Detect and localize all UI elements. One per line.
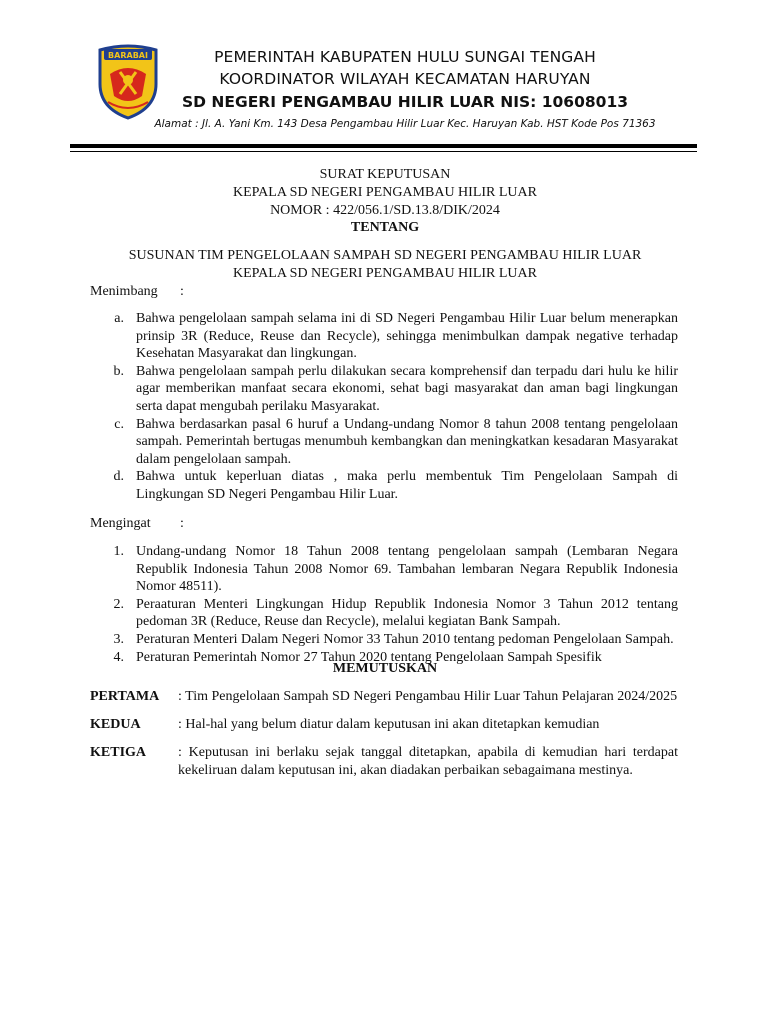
mengingat-list (90, 543, 678, 666)
letterhead-school-name: SD NEGERI PENGAMBAU HILIR LUAR NIS: 10608013 (181, 93, 629, 111)
list-text: Bahwa untuk keperluan diatas , maka perlu membentuk Tim Pengelolaan Sampah di Lingkungan SD Negeri Pengambau Hilir Luar. (136, 469, 678, 502)
list-marker: 4. (113, 649, 124, 665)
list-text: Peraturan Menteri Dalam Negeri Nomor 33 Tahun 2010 tentang pedoman Pengelolaan Sampah. (136, 631, 674, 647)
logo-text: BARABAI (108, 51, 148, 60)
list-text: Bahwa berdasarkan pasal 6 huruf a Undang-undang Nomor 8 tahun 2008 tentang pengelolaan sampah. Pemerintah bertugas menumbuh kembangkan dan meningkatkan kesadaran Masyarakat dalam pengelolaan sampah. (136, 416, 678, 467)
list-marker: a. (114, 311, 124, 326)
list-text: Peraaturan Menteri Lingkungan Hidup Republik Indonesia Nomor 3 Tahun 2012 tentang pedoman 3R (Reduce, Reuse dan Recycle), melalui kegiatan Bank Sampah. (136, 596, 678, 630)
list-item (90, 468, 678, 503)
decision-key: KETIGA (90, 745, 147, 760)
header-divider-thick (70, 144, 697, 148)
list-marker: b. (113, 363, 124, 379)
doc-number: NOMOR : 422/056.1/SD.13.8/DIK/2024 (270, 203, 500, 218)
list-marker: c. (114, 416, 124, 432)
menimbang-colon: : (180, 284, 184, 299)
decision-pertama (90, 688, 678, 706)
decision-kedua (90, 716, 678, 734)
list-item (90, 631, 678, 649)
letterhead-government: PEMERINTAH KABUPATEN HULU SUNGAI TENGAH (214, 48, 596, 66)
list-text: Undang-undang Nomor 18 Tahun 2008 tentang pengelolaan sampah (Lembaran Negara Republik Indonesia Tahun 2008 Nomor 69. Tambahan lembaran Negara Republik Indonesia Nomor 48511). (136, 544, 678, 595)
doc-subject-1: SUSUNAN TIM PENGELOLAAN SAMPAH SD NEGERI PENGAMBAU HILIR LUAR (128, 248, 642, 263)
letterhead-coordinator: KOORDINATOR WILAYAH KECAMATAN HARUYAN (219, 70, 591, 88)
mengingat-colon: : (180, 516, 184, 531)
list-item (90, 363, 678, 416)
doc-tentang: TENTANG (350, 220, 420, 235)
decision-text: : Hal-hal yang belum diatur dalam keputusan ini akan ditetapkan kemudian (178, 717, 600, 732)
mengingat-label: Mengingat (90, 516, 151, 531)
decision-ketiga (90, 744, 678, 780)
list-marker: d. (113, 469, 124, 485)
list-marker: 1. (113, 544, 124, 559)
list-text: Bahwa pengelolaan sampah perlu dilakukan secara komprehensif dan terpadu dari hulu ke hilir agar memberikan manfaat secara ekonomi, sehat bagi masyarakat dan aman bagi lingkungan serta dapat mengubah perilaku Masyarakat. (136, 363, 678, 414)
memutuskan-heading: MEMUTUSKAN (332, 661, 438, 676)
list-item (90, 543, 678, 596)
decision-key: PERTAMA (90, 689, 160, 704)
menimbang-list (90, 310, 678, 504)
doc-issuer: KEPALA SD NEGERI PENGAMBAU HILIR LUAR (233, 185, 537, 200)
menimbang-label: Menimbang (90, 284, 158, 299)
list-text: Bahwa pengelolaan sampah selama ini di SD Negeri Pengambau Hilir Luar belum menerapkan prinsip 3R (Reduce, Reuse dan Recycle), sehingga menimbulkan dampak negative terhadap Kesehatan Masyarakat dan lingkungan. (136, 311, 678, 362)
list-item (90, 310, 678, 363)
list-text: Peraturan Pemerintah Nomor 27 Tahun 2020 tentang Pengelolaan Sampah Spesifik (136, 649, 602, 665)
doc-subject-2: KEPALA SD NEGERI PENGAMBAU HILIR LUAR (233, 266, 537, 281)
list-item (90, 416, 678, 469)
decision-text: : Tim Pengelolaan Sampah SD Negeri Pengambau Hilir Luar Tahun Pelajaran 2024/2025 (178, 689, 678, 704)
letterhead (140, 46, 670, 130)
header-divider-thin (70, 151, 697, 152)
doc-title: SURAT KEPUTUSAN (319, 167, 451, 182)
letterhead-address: Alamat : Jl. A. Yani Km. 143 Desa Pengambau Hilir Luar Kec. Haruyan Kab. HST Kode Pos 71363 (154, 118, 656, 130)
list-marker: 2. (113, 596, 124, 612)
decision-text: : Keputusan ini berlaku sejak tanggal ditetapkan, apabila di kemudian hari terdapat kekeliruan dalam keputusan ini, akan diadakan perbaikan sebagaimana mestinya. (178, 745, 678, 778)
list-item (90, 596, 678, 631)
list-marker: 3. (113, 631, 124, 647)
decision-key: KEDUA (90, 717, 141, 732)
